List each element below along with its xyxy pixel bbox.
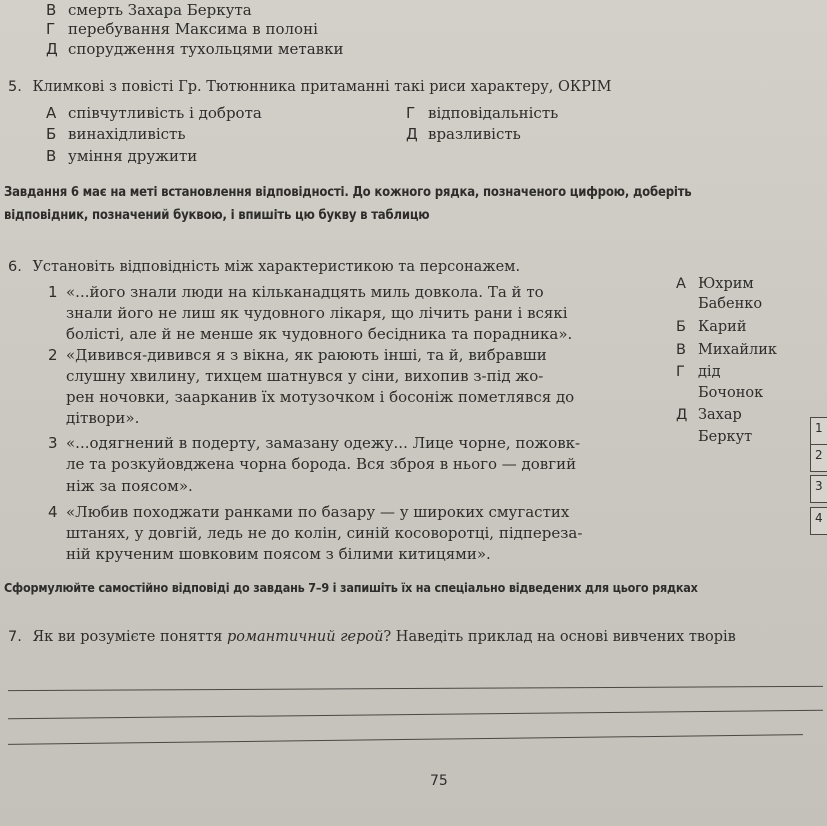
q6-answer-d-line2: Беркут: [698, 429, 753, 445]
q6-item-2-number: 2: [48, 346, 58, 364]
q6-item-1-number: 1: [48, 283, 58, 301]
answer-line-3[interactable]: [8, 734, 803, 745]
q6-item-3-line2: ле та розкуйовджена чорна борода. Вся зброя в нього — довгий: [66, 455, 577, 473]
q4-option-d: Д спорудження тухольцями метавки: [46, 40, 344, 58]
page-number: 75: [430, 773, 448, 789]
answer-table-cell-1[interactable]: 1: [810, 417, 827, 445]
q5-option-a: А співчутливість і доброта: [46, 104, 262, 122]
q5-option-b: Б винахідливість: [46, 125, 186, 143]
q4-option-v: В смерть Захара Беркута: [46, 1, 252, 19]
q6-answer-h: Г дід: [676, 364, 721, 380]
q6-item-3-line3: ніж за поясом».: [66, 477, 193, 495]
q6-answer-d: Д Захар: [676, 407, 742, 423]
q6-item-1-line1: «...його знали люди на кільканадцять миль довкола. Та й то: [66, 283, 544, 301]
q6-item-2-line1: «Дивився-дивився я з вікна, як раюють інші, та й, вибравши: [66, 346, 547, 364]
q6-item-3-line1: «...одягнений в подерту, замазану одежу... Лице чорне, пожовк-: [66, 434, 581, 452]
q6-item-4-number: 4: [48, 503, 58, 521]
answer-line-2[interactable]: [8, 710, 823, 720]
q6-item-1-line2: знали його не лиш як чудовного лікаря, що лічить рани і всякі: [66, 304, 568, 322]
q5-option-h: Г відповідальність: [406, 104, 559, 122]
q6-answer-b: Б Карий: [676, 319, 747, 335]
q6-item-4-line2: штанях, у довгій, ледь не до колін, синій косоворотці, підпереза-: [66, 524, 583, 542]
instruction-7-9: Сформулюйте самостійно відповіді до завдань 7–9 і запишіть їх на спеціально відведених для цього рядках: [4, 580, 698, 595]
q5-option-v: В уміння дружити: [46, 147, 198, 165]
q6-answer-a-line2: Бабенко: [698, 296, 763, 312]
q6-answer-v: В Михайлик: [676, 342, 777, 358]
q4-option-h: Г перебування Максима в полоні: [46, 20, 318, 38]
answer-line-1[interactable]: [8, 686, 823, 691]
q6-answer-h-line2: Бочонок: [698, 385, 764, 401]
q6-item-4-line1: «Любив походжати ранками по базару — у широких смугастих: [66, 503, 570, 521]
q6-item-2-line3: рен ночовки, заарканив їх мотузочком і босоніж пометлявся до: [66, 388, 575, 406]
answer-table-cell-3[interactable]: 3: [810, 475, 827, 503]
instruction-6-line2: відповідник, позначений буквою, і впишіть цю букву в таблицю: [4, 208, 430, 223]
q6-item-2-line4: дітвори».: [66, 409, 140, 427]
q6-answer-a: А Юхрим: [676, 276, 754, 292]
q7-question: 7. Як ви розумієте поняття романтичний герой? Наведіть приклад на основі вивчених творів: [8, 629, 736, 645]
q6-item-3-number: 3: [48, 434, 58, 452]
q6-item-1-line3: болісті, але й не менше як чудовного бесідника та порадника».: [66, 325, 573, 343]
answer-table-cell-4[interactable]: 4: [810, 507, 827, 535]
q5-question: 5. Климкові з повісті Гр. Тютюнника притаманні такі риси характеру, ОКРІМ: [8, 79, 612, 95]
q6-item-4-line3: ній крученим шовковим поясом з білими китицями».: [66, 545, 491, 563]
q6-item-2-line2: слушну хвилину, тихцем шатнувся у сіни, вихопив з-під жо-: [66, 367, 544, 385]
answer-table-cell-2[interactable]: 2: [810, 444, 827, 472]
instruction-6-line1: Завдання 6 має на меті встановлення відповідності. До кожного рядка, позначеного цифрою, доберіть: [4, 185, 692, 200]
q5-option-d: Д вразливість: [406, 125, 521, 143]
q6-question: 6. Установіть відповідність між характеристикою та персонажем.: [8, 259, 521, 275]
